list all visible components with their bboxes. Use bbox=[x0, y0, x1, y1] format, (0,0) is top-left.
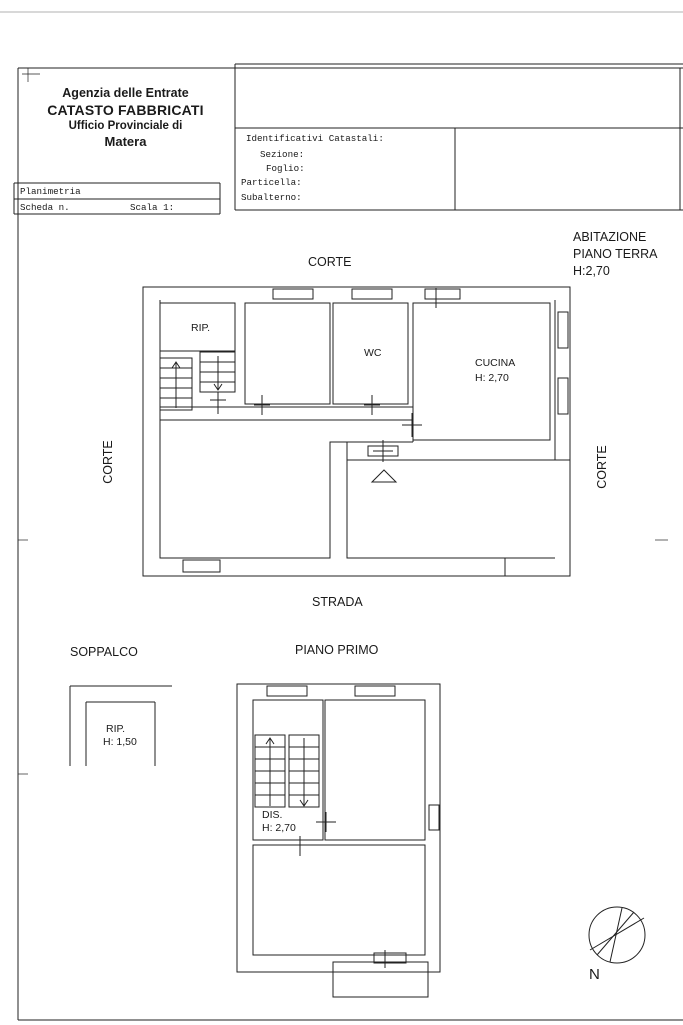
soppalco-title: SOPPALCO bbox=[70, 645, 138, 659]
corte-top-label: CORTE bbox=[308, 255, 352, 269]
corte-left-label: CORTE bbox=[100, 440, 115, 484]
sezione-label: Sezione: bbox=[260, 149, 305, 160]
soppalco-height-label: H: 1,50 bbox=[103, 736, 137, 748]
cucina-room-label: CUCINA bbox=[475, 357, 516, 369]
abitazione-label: ABITAZIONE bbox=[573, 230, 647, 244]
corte-right-label: CORTE bbox=[594, 445, 609, 489]
wc-room-label: WC bbox=[364, 347, 382, 359]
soppalco-rip-label: RIP. bbox=[106, 723, 126, 735]
dis-room-label: DIS. bbox=[262, 809, 283, 821]
office-city: Matera bbox=[104, 133, 147, 149]
ufficio-label: Ufficio Provinciale di bbox=[68, 120, 183, 133]
subalterno-label: Subalterno: bbox=[241, 192, 302, 203]
agency-name: Agenzia delle Entrate bbox=[62, 86, 189, 100]
catasto-title: CATASTO FABBRICATI bbox=[47, 101, 204, 118]
north-arrow-icon bbox=[589, 907, 645, 963]
piano-terra-label: PIANO TERRA bbox=[573, 247, 658, 261]
height-label: H:2,70 bbox=[573, 264, 610, 278]
identificativi-title: Identificativi Catastali: bbox=[246, 133, 384, 144]
scheda-label: Scheda n. bbox=[20, 202, 70, 213]
particella-label: Particella: bbox=[241, 177, 302, 188]
north-label: N bbox=[589, 966, 600, 983]
scala-label: Scala 1: bbox=[130, 202, 175, 213]
dis-height-label: H: 2,70 bbox=[262, 822, 296, 834]
strada-label: STRADA bbox=[312, 595, 363, 609]
cucina-height-label: H: 2,70 bbox=[475, 372, 509, 384]
piano-primo-title: PIANO PRIMO bbox=[295, 643, 379, 657]
planimetria-label: Planimetria bbox=[20, 186, 81, 197]
rip-room-label: RIP. bbox=[191, 322, 211, 334]
agency-header bbox=[18, 86, 233, 150]
foglio-label: Foglio: bbox=[266, 163, 305, 174]
